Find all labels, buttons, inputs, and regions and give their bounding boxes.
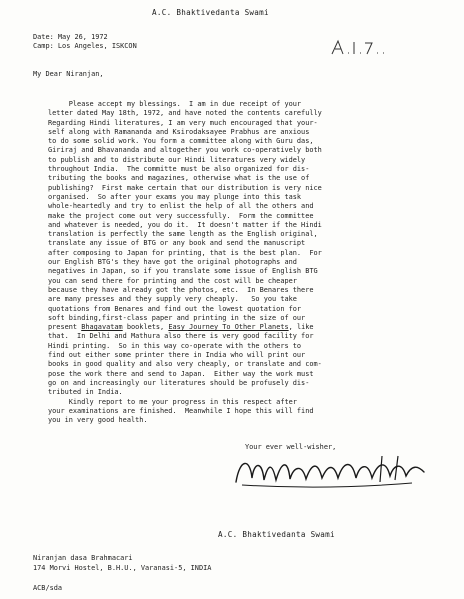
body-line: self along with Ramananda and Ksirodaksayee Prabhus are anxious [48, 127, 310, 136]
body-line: you in very good health. [48, 416, 148, 425]
reference-initials: ACB/sda [33, 584, 63, 592]
date-line [33, 33, 108, 42]
signature-typed-name: A.C. Bhaktivedanta Swami [218, 530, 335, 539]
body-line: negatives in Japan, so if you translate some issue of English BTG [48, 267, 318, 276]
body-line: after composing to Japan for printing, that is the best plan. For [48, 248, 322, 257]
camp-line [33, 42, 137, 51]
body-line: books in good quality and also very cheaply, or translate and com- [48, 360, 322, 369]
body-line: translate any issue of BTG or any book and send the manuscript [48, 239, 306, 248]
recipient-address: 174 Morvi Hostel, B.H.U., Varanasi-5, INDIA [33, 564, 212, 572]
body-line: organised. So after your exams you may plunge into this task [48, 192, 302, 201]
body-line: publishing? First make certain that our distribution is very nice [48, 183, 322, 192]
body-line: tributed in India. [48, 388, 123, 397]
body-line: make the project come out very successfully. Form the committee [48, 211, 314, 220]
underlined-title-bhagavatam: Bhagavatam [81, 323, 123, 332]
body-line: letter dated May 18th, 1972, and have noted the contents carefully [48, 109, 322, 118]
handwritten-archive-mark [330, 38, 390, 60]
body-line: pose the work there and send to Japan. Either way the work must [48, 369, 314, 378]
body-line: find out either some printer there in India who will print our [48, 351, 306, 360]
handwritten-signature [232, 452, 432, 492]
camp-label: Camp: [33, 42, 54, 50]
body-line: soft binding,first-class paper and printing in the size of our [48, 313, 306, 322]
recipient-name: Niranjan dasa Brahmacari [33, 554, 133, 562]
body-line: to do some solid work. You form a committee along with Guru das, [48, 137, 314, 146]
closing: Your ever well-wisher, [245, 443, 337, 451]
body-line: Please accept my blessings. I am in due receipt of your [48, 100, 302, 108]
body-text-segment: present [48, 323, 82, 332]
body-line: throughout India. The committe must be also organized for dis- [48, 165, 310, 174]
body-line: Hindi printing. So in this way co-operate with the others to [48, 341, 302, 350]
camp-value: Los Angeles, ISKCON [57, 42, 137, 50]
date-label: Date: [33, 33, 54, 41]
body-line: Regarding Hindi literatures, I am very much encouraged that your- [48, 118, 318, 127]
body-line: quotations from Benares and find out the lowest quotation for [48, 304, 302, 313]
body-line: that. In Delhi and Mathura also there is very good facility for [48, 332, 314, 341]
date-value: May 26, 1972 [57, 33, 108, 41]
letterhead-name: A.C. Bhaktivedanta Swami [152, 8, 269, 17]
underlined-title-easy-journey: Easy Journey To Other Planets [168, 323, 289, 332]
salutation: My Dear Niranjan, [33, 70, 104, 78]
body-line: Kindly report to me your progress in this respect after [48, 397, 297, 406]
body-line: your examinations are finished. Meanwhile I hope this will find [48, 406, 314, 415]
body-line: are many presses and they supply very cheaply. So you take [48, 295, 297, 304]
body-line: you can send there for printing and the cost will be cheaper [48, 276, 297, 285]
body-line: our English BTG's they have got the original photographs and [48, 258, 297, 267]
body-text-segment: booklets, [122, 323, 169, 332]
body-line: because they have already got the photos, etc. In Benares there [48, 285, 314, 294]
body-line-with-titles [48, 323, 448, 332]
body-line: and whatever is needed, you do it. It doesn't matter if the Hindi [48, 220, 322, 229]
body-line: whole-heartedly and try to enlist the help of all the others and [48, 202, 314, 211]
body-line: to publish and to distribute our Hindi literatures very widely [48, 155, 306, 164]
body-line: Giriraj and Bhavananda and altogether you work co-operatively both [48, 146, 322, 155]
letter-body [48, 100, 448, 425]
body-line: tributing the books and magazines, otherwise what is the use of [48, 174, 310, 183]
body-text-segment: , like [288, 323, 314, 332]
body-line: translation is perfectly the same length as the English original, [48, 230, 318, 239]
body-line: go on and increasingly our literatures should be profusely dis- [48, 378, 310, 387]
